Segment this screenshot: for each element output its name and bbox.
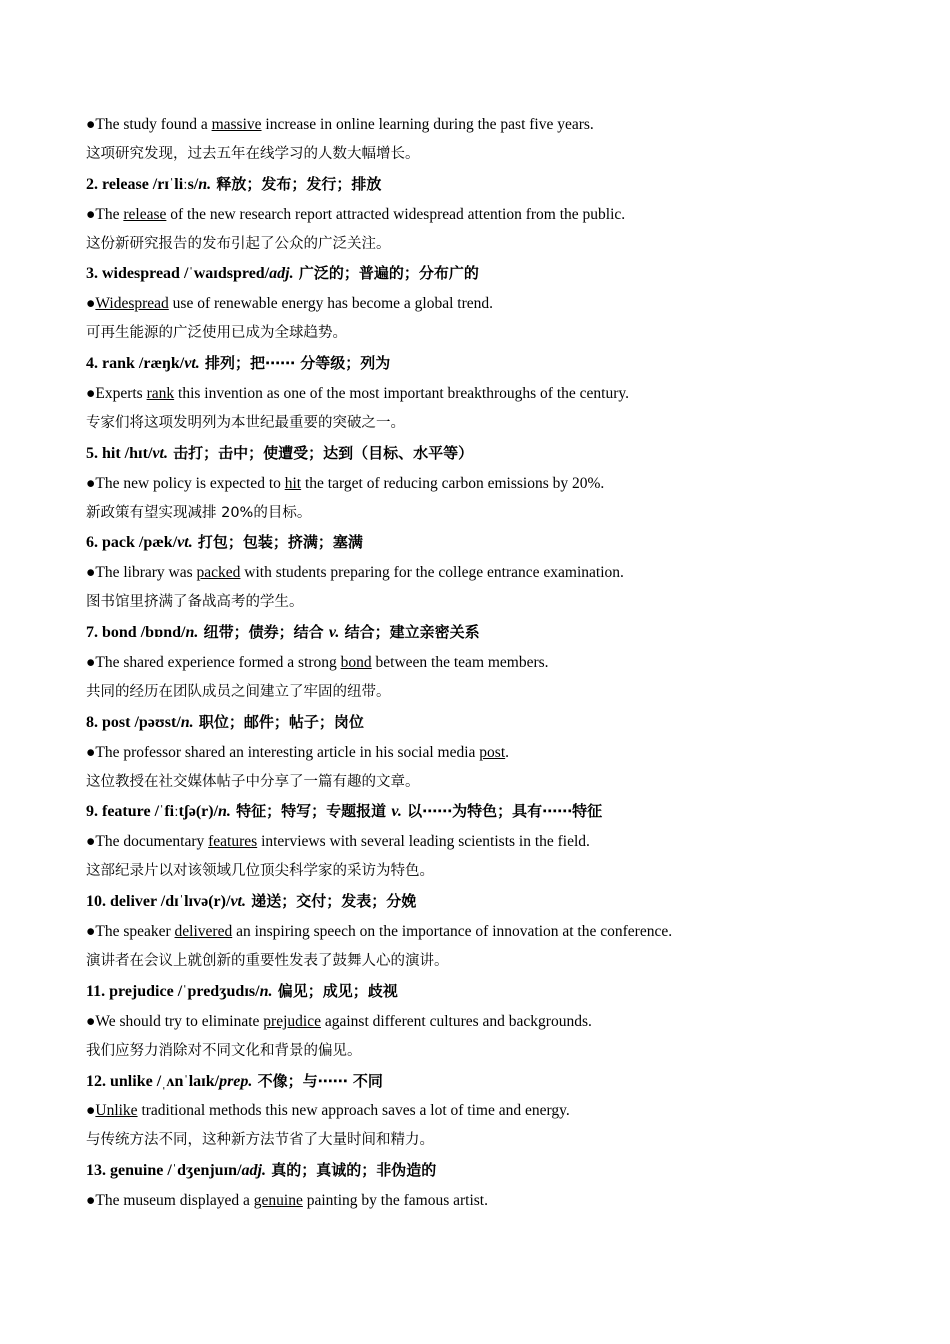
part-of-speech: adj. <box>241 1162 266 1180</box>
vocab-entry-heading <box>86 1156 886 1186</box>
headword-term: 9. feature /ˈfiːtʃə(r)/ <box>86 803 219 821</box>
headword-meaning: 打包；包装；挤满；塞满 <box>192 533 363 552</box>
example-sentence <box>86 1186 886 1216</box>
chinese-translation: 这部纪录片以对该领域几位顶尖科学家的采访为特色。 <box>86 863 434 880</box>
headword-term: 13. genuine /ˈdʒenjuɪn/ <box>86 1162 242 1180</box>
example-text: the target of reducing carbon emissions by 20%. <box>301 474 605 492</box>
example-text: painting by the famous artist. <box>302 1192 488 1210</box>
headword-term: 3. widespread /ˈwaɪdspred/ <box>86 265 270 283</box>
example-sentence <box>86 289 886 319</box>
example-text: use of renewable energy has become a global trend. <box>168 295 494 313</box>
headword-term: 8. post /pəʊst/ <box>86 713 181 731</box>
chinese-translation: 这位教授在社交媒体帖子中分享了一篇有趣的文章。 <box>86 773 420 790</box>
chinese-translation: 图书馆里挤满了备战高考的学生。 <box>86 594 304 611</box>
headword-meaning: 不像；与⋯⋯ 不同 <box>252 1071 383 1090</box>
example-sentence <box>86 1007 886 1037</box>
underlined-keyword: Widespread <box>95 295 169 313</box>
part-of-speech: vt. <box>230 893 246 911</box>
vocab-entry-heading <box>86 170 886 200</box>
example-text: ●The speaker <box>86 923 175 941</box>
headword-term: 4. rank /ræŋk/ <box>86 355 185 373</box>
headword-meaning: 纽带；债券；结合 <box>198 623 329 642</box>
headword-term: 10. deliver /dɪˈlɪvə(r)/ <box>86 893 231 911</box>
example-sentence <box>86 110 886 140</box>
chinese-translation: 可再生能源的广泛使用已成为全球趋势。 <box>86 325 347 342</box>
vocabulary-page <box>86 110 886 1216</box>
vocab-entry-heading <box>86 349 886 379</box>
headword-term: 7. bond /bɒnd/ <box>86 624 186 642</box>
example-text: ●The professor shared an interesting article in his social media <box>86 743 480 761</box>
headword-term: 12. unlike /ˌʌnˈlaɪk/ <box>86 1072 220 1090</box>
example-sentence <box>86 379 886 409</box>
example-text: ●We should try to eliminate <box>86 1012 264 1030</box>
example-sentence <box>86 648 886 678</box>
example-sentence <box>86 469 886 499</box>
vocab-entry-heading <box>86 797 886 827</box>
chinese-translation: 演讲者在会议上就创新的重要性发表了鼓舞人心的演讲。 <box>86 952 449 969</box>
example-sentence <box>86 738 886 768</box>
underlined-keyword: delivered <box>174 923 233 941</box>
vocab-entry-heading <box>86 528 886 558</box>
example-sentence <box>86 1096 886 1126</box>
headword-meaning: 特征；特写；专题报道 <box>230 802 392 821</box>
underlined-keyword: release <box>123 205 167 223</box>
example-sentence <box>86 917 886 947</box>
headword-meaning: 偏见；成见；歧视 <box>272 981 398 1000</box>
part-of-speech: n. <box>259 982 273 1000</box>
part-of-speech: prep. <box>219 1072 253 1090</box>
part-of-speech: n. <box>198 175 212 193</box>
headword-meaning: 排列；把⋯⋯ 分等级；列为 <box>199 354 391 373</box>
part-of-speech: adj. <box>269 265 294 283</box>
headword-term: 6. pack /pæk/ <box>86 534 178 552</box>
example-text: this invention as one of the most important breakthroughs of the century. <box>174 385 629 403</box>
headword-term: 2. release /rɪˈliːs/ <box>86 175 199 193</box>
headword-meaning: 递送；交付；发表；分娩 <box>245 892 417 911</box>
part-of-speech: vt. <box>177 534 193 552</box>
example-text: . <box>505 743 510 761</box>
example-sentence <box>86 558 886 588</box>
example-sentence <box>86 827 886 857</box>
example-text: ●The library was <box>86 564 197 582</box>
underlined-keyword: bond <box>340 654 372 672</box>
part-of-speech: n. <box>218 803 231 821</box>
example-text: traditional methods this new approach saves a lot of time and energy. <box>137 1102 570 1120</box>
vocab-entry-heading <box>86 618 886 648</box>
example-text: ●The documentary <box>86 833 209 851</box>
headword-term: 11. prejudice /ˈpredʒudɪs/ <box>86 982 260 1000</box>
underlined-keyword: packed <box>196 564 241 582</box>
example-text: ●The new policy is expected to <box>86 474 285 492</box>
example-text: increase in online learning during the past five years. <box>261 116 594 133</box>
chinese-translation: 我们应努力消除对不同文化和背景的偏见。 <box>86 1042 362 1059</box>
example-text: interviews with several leading scientists in the field. <box>257 833 590 851</box>
part-of-speech: n. <box>180 713 194 731</box>
chinese-translation: 这份新研究报告的发布引起了公众的广泛关注。 <box>86 235 391 252</box>
underlined-keyword: post <box>479 743 506 761</box>
part-of-speech: v. <box>391 803 402 821</box>
vocab-entry-heading <box>86 259 886 289</box>
part-of-speech: vt. <box>184 355 200 373</box>
underlined-keyword: features <box>208 833 258 851</box>
vocab-entry-heading <box>86 887 886 917</box>
chinese-translation: 专家们将这项发明列为本世纪最重要的突破之一。 <box>86 414 405 431</box>
part-of-speech: v. <box>328 624 340 642</box>
chinese-translation: 这项研究发现，过去五年在线学习的人数大幅增长。 <box>86 145 420 162</box>
headword-meaning: 释放；发布；发行；排放 <box>211 174 382 193</box>
example-text: with students preparing for the college entrance examination. <box>240 564 624 582</box>
headword-meaning: 击打；击中；使遭受；达到（目标、水平等） <box>167 443 474 462</box>
part-of-speech: n. <box>185 624 199 642</box>
example-text: ●The <box>86 205 124 223</box>
example-text: an inspiring speech on the importance of innovation at the conference. <box>232 923 673 941</box>
headword-meaning: 以⋯⋯为特色；具有⋯⋯特征 <box>401 802 603 821</box>
vocab-entry-heading <box>86 1067 886 1097</box>
chinese-translation: 共同的经历在团队成员之间建立了牢固的纽带。 <box>86 683 391 700</box>
underlined-keyword: hit <box>284 474 302 492</box>
vocab-entry-heading <box>86 977 886 1007</box>
example-sentence <box>86 200 886 230</box>
headword-term: 5. hit /hɪt/ <box>86 444 153 462</box>
vocab-entry-heading <box>86 708 886 738</box>
example-text: of the new research report attracted widespread attention from the public. <box>166 205 626 223</box>
example-text: between the team members. <box>371 654 549 672</box>
example-text: ●The shared experience formed a strong <box>86 654 341 672</box>
underlined-keyword: prejudice <box>263 1012 321 1030</box>
chinese-translation: 新政策有望实现减排 20%的目标。 <box>86 504 312 521</box>
example-text: ●Experts <box>86 385 147 403</box>
underlined-keyword: Unlike <box>95 1102 138 1120</box>
vocab-entry-heading <box>86 439 886 469</box>
part-of-speech: vt. <box>152 444 168 462</box>
example-text: ●The museum displayed a <box>86 1192 254 1210</box>
underlined-keyword: massive <box>211 116 262 133</box>
chinese-translation: 与传统方法不同，这种新方法节省了大量时间和精力。 <box>86 1132 434 1149</box>
underlined-keyword: genuine <box>253 1192 303 1210</box>
headword-meaning: 真的；真诚的；非伪造的 <box>265 1161 437 1180</box>
underlined-keyword: rank <box>146 385 175 403</box>
headword-meaning: 职位；邮件；帖子；岗位 <box>193 712 364 731</box>
example-text: against different cultures and backgrounds. <box>320 1012 592 1030</box>
example-text: ●The study found a <box>86 116 212 133</box>
headword-meaning: 广泛的；普遍的；分布广的 <box>293 264 479 283</box>
example-text: ● <box>86 295 96 313</box>
example-text: ● <box>86 1102 96 1120</box>
headword-meaning: 结合；建立亲密关系 <box>339 623 480 642</box>
